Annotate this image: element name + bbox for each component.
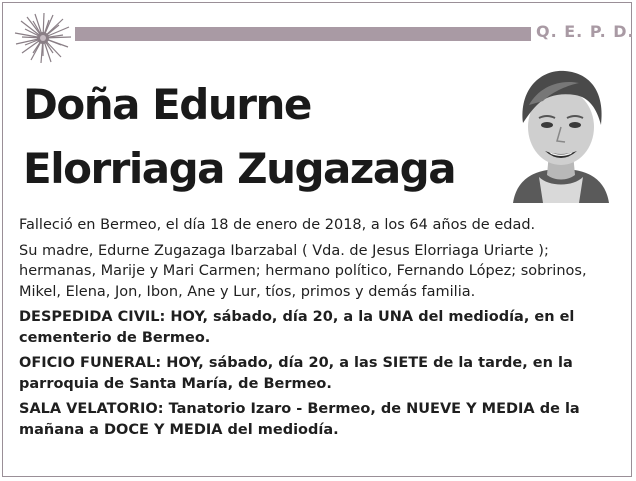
obituary-card (2, 2, 635, 477)
deceased-name-line1: Doña Edurne (23, 80, 311, 129)
wake-info: SALA VELATORIO: Tanatorio Izaro - Bermeo, de NUEVE Y MEDIA de la mañana a DOCE Y MEDIA del mediodía. (19, 401, 580, 438)
death-notice: Falleció en Bermeo, el día 18 de enero de 2018, a los 64 años de edad. (19, 217, 536, 233)
flower-icon (13, 11, 73, 65)
obituary-body (19, 215, 619, 445)
farewell-info: DESPEDIDA CIVIL: HOY, sábado, día 20, a la UNA del mediodía, en el cementerio de Bermeo. (19, 309, 575, 346)
qepd-label: Q. E. P. D. (536, 22, 635, 41)
funeral-info: OFICIO FUNERAL: HOY, sábado, día 20, a las SIETE de la tarde, en la parroquia de Santa María, de Bermeo. (19, 355, 573, 392)
family-list: Su madre, Edurne Zugazaga Ibarzabal ( Vda. de Jesus Elorriaga Uriarte ); hermanas, Marije y Mari Carmen; hermano político, Fernando López; sobrinos, Mikel, Elena, Jon, Ibon, Ane y Lur, tíos, primos y demás familia. (19, 242, 587, 300)
header-bar (75, 27, 531, 41)
portrait-photo (509, 65, 613, 203)
deceased-name-line2: Elorriaga Zugazaga (23, 144, 456, 193)
